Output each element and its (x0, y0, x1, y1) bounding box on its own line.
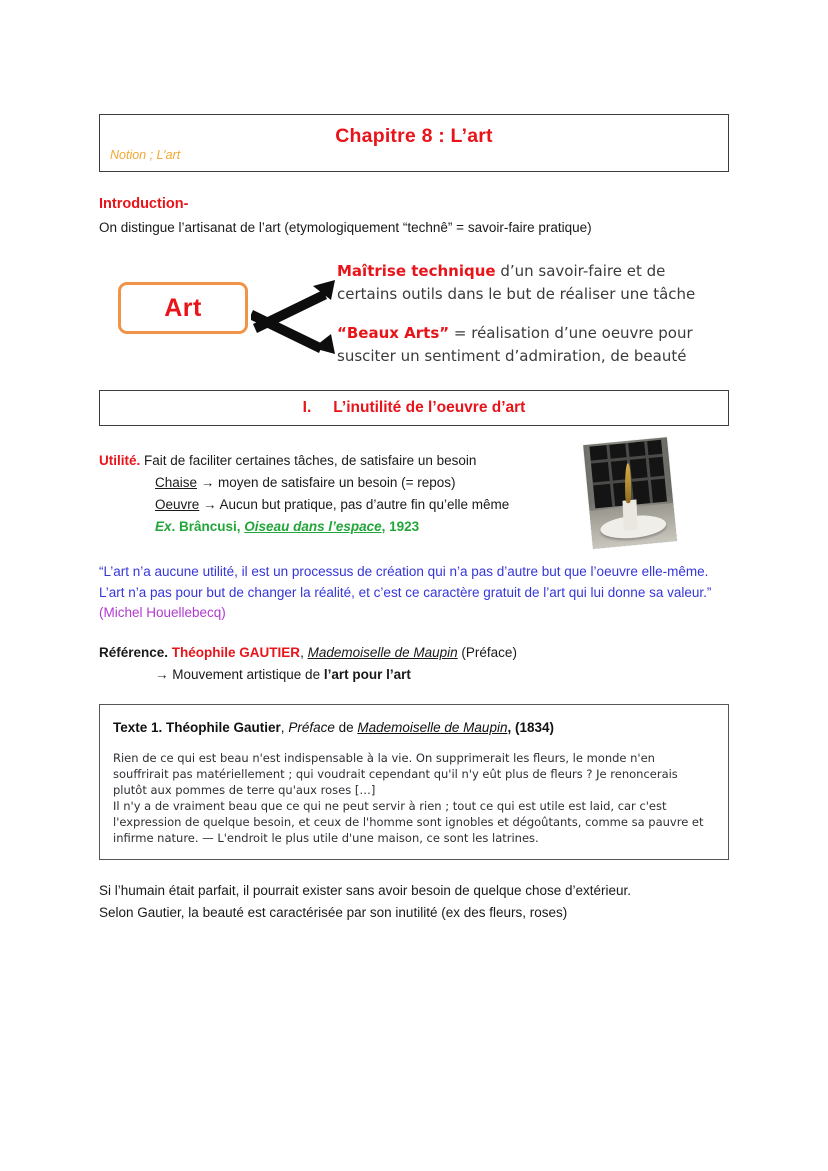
section-number: I. (302, 399, 312, 416)
utilite-definition-text: Fait de faciliter certaines tâches, de satisfaire un besoin (140, 453, 477, 468)
art-diagram (99, 260, 729, 370)
utilite-item-oeuvre-text: Aucun but pratique, pas d’autre fin qu’elle même (219, 497, 510, 512)
page-title: Chapitre 8 : L’art (335, 125, 493, 147)
utilite-item-chaise-term: Chaise (155, 475, 198, 490)
branch-item-beaux-arts-text: = réalisation d’une oeuvre pour susciter un sentiment d’admiration, de beauté (337, 324, 693, 365)
art-concept-label: Art (164, 294, 202, 322)
reference-subline (99, 664, 729, 686)
reference-subline-text: → Mouvement artistique de (155, 666, 324, 682)
photo-sculpture-plinth (622, 499, 637, 530)
texte-1-de: de (334, 719, 358, 735)
texte-1-paragraph: Rien de ce qui est beau n'est indispensable à la vie. On supprimerait les fleurs, le monde n'en souffrirait pas matériellement ; qui voudrait cependant qu'il n'y eût plus de fleurs ? Je renoncerais plutôt aux pommes de terre qu'aux roses […] (113, 750, 678, 797)
utilite-example-prefix: Ex (155, 519, 172, 534)
reference-author: Théophile GAUTIER (168, 644, 301, 660)
notion-label: Notion ; L’art (110, 148, 181, 162)
texte-1-year: , (1834) (507, 719, 554, 735)
section-title: L’inutilité de l’oeuvre d’art (333, 399, 526, 416)
houellebecq-quote-author: (Michel Houellebecq) (99, 605, 226, 620)
utilite-item-oeuvre-term: Oeuvre (155, 497, 200, 512)
texte-1-work: Mademoiselle de Maupin (357, 719, 508, 735)
texte-1-paragraph: Il n'y a de vraiment beau que ce qui ne peut servir à rien ; tout ce qui est utile est laid, car c'est l'expression de quelque besoin, et ceux de l'homme sont ignobles et dégoûtants, comme sa pauvre et infirme nature. — L'endroit le plus utile d'une maison, ce sont les latrines. (113, 798, 704, 845)
reference-comma: , (300, 644, 308, 660)
branch-item-beaux-arts-term: “Beaux Arts” (337, 324, 450, 342)
art-concept-box (118, 282, 248, 334)
reference-subline-bold: l’art pour l’art (323, 666, 411, 682)
utilite-example-artist: . Brâncusi, (171, 519, 245, 534)
utilite-block (99, 450, 729, 546)
oiseau-dans-lespace-photo (583, 437, 677, 549)
introduction-heading: Introduction- (99, 196, 189, 212)
texte-1-label: Texte 1. Théophile Gautier (113, 719, 281, 735)
utilite-example-work: Oiseau dans l’espace (244, 519, 382, 534)
photo-grid-line (644, 441, 653, 503)
branch-item-maitrise-term: Maîtrise technique (337, 262, 496, 280)
photo-grid-line (606, 445, 615, 507)
closing-line-2: Selon Gautier, la beauté est caractérisée par son inutilité (ex des fleurs, roses) (99, 904, 568, 920)
texte-1-title (113, 718, 714, 737)
utilite-item-oeuvre-arrow: → (199, 497, 220, 512)
texte-1-body (113, 750, 714, 846)
reference-suffix: (Préface) (457, 644, 517, 660)
branch-item-maitrise (337, 260, 729, 305)
closing-line-1: Si l’humain était parfait, il pourrait exister sans avoir besoin de quelque chose d’extérieur. (99, 882, 632, 898)
closing-paragraph (99, 880, 729, 924)
branch-item-beaux-arts (337, 322, 729, 367)
houellebecq-quote (99, 562, 729, 624)
texte-1-box (99, 704, 729, 860)
introduction-section (99, 194, 729, 238)
branch-arrows-icon (251, 266, 351, 366)
texte-1-preface: Préface (288, 719, 335, 735)
utilite-item-chaise-arrow: → (197, 475, 219, 490)
reference-line (99, 642, 729, 664)
branch-item-maitrise-text: d’un savoir-faire et de certains outils dans le but de réaliser une tâche (337, 262, 696, 303)
document-content (99, 114, 729, 924)
utilite-example-year: , 1923 (381, 519, 420, 534)
reference-key: Référence. (99, 644, 169, 660)
introduction-text: On distingue l’artisanat de l’art (etymologiquement “technê” = savoir-faire pratique) (99, 220, 592, 235)
reference-block (99, 642, 729, 686)
reference-work: Mademoiselle de Maupin (307, 644, 458, 660)
texte-1-sep: , (280, 719, 289, 735)
section-heading (100, 399, 728, 417)
section-heading-box (99, 390, 729, 426)
branch-list (337, 260, 729, 367)
chapter-title-box (99, 114, 729, 172)
utilite-key: Utilité. (99, 453, 141, 468)
houellebecq-quote-text: “L’art n’a aucune utilité, il est un processus de création qui n’a pas d’autre but que l’oeuvre elle-même. L’art n’a pas pour but de changer la réalité, et c’est ce caractère gratuit de l’art qui lui donne sa valeur.” (99, 564, 712, 600)
utilite-item-chaise-text: moyen de satisfaire un besoin (= repos) (218, 475, 456, 490)
